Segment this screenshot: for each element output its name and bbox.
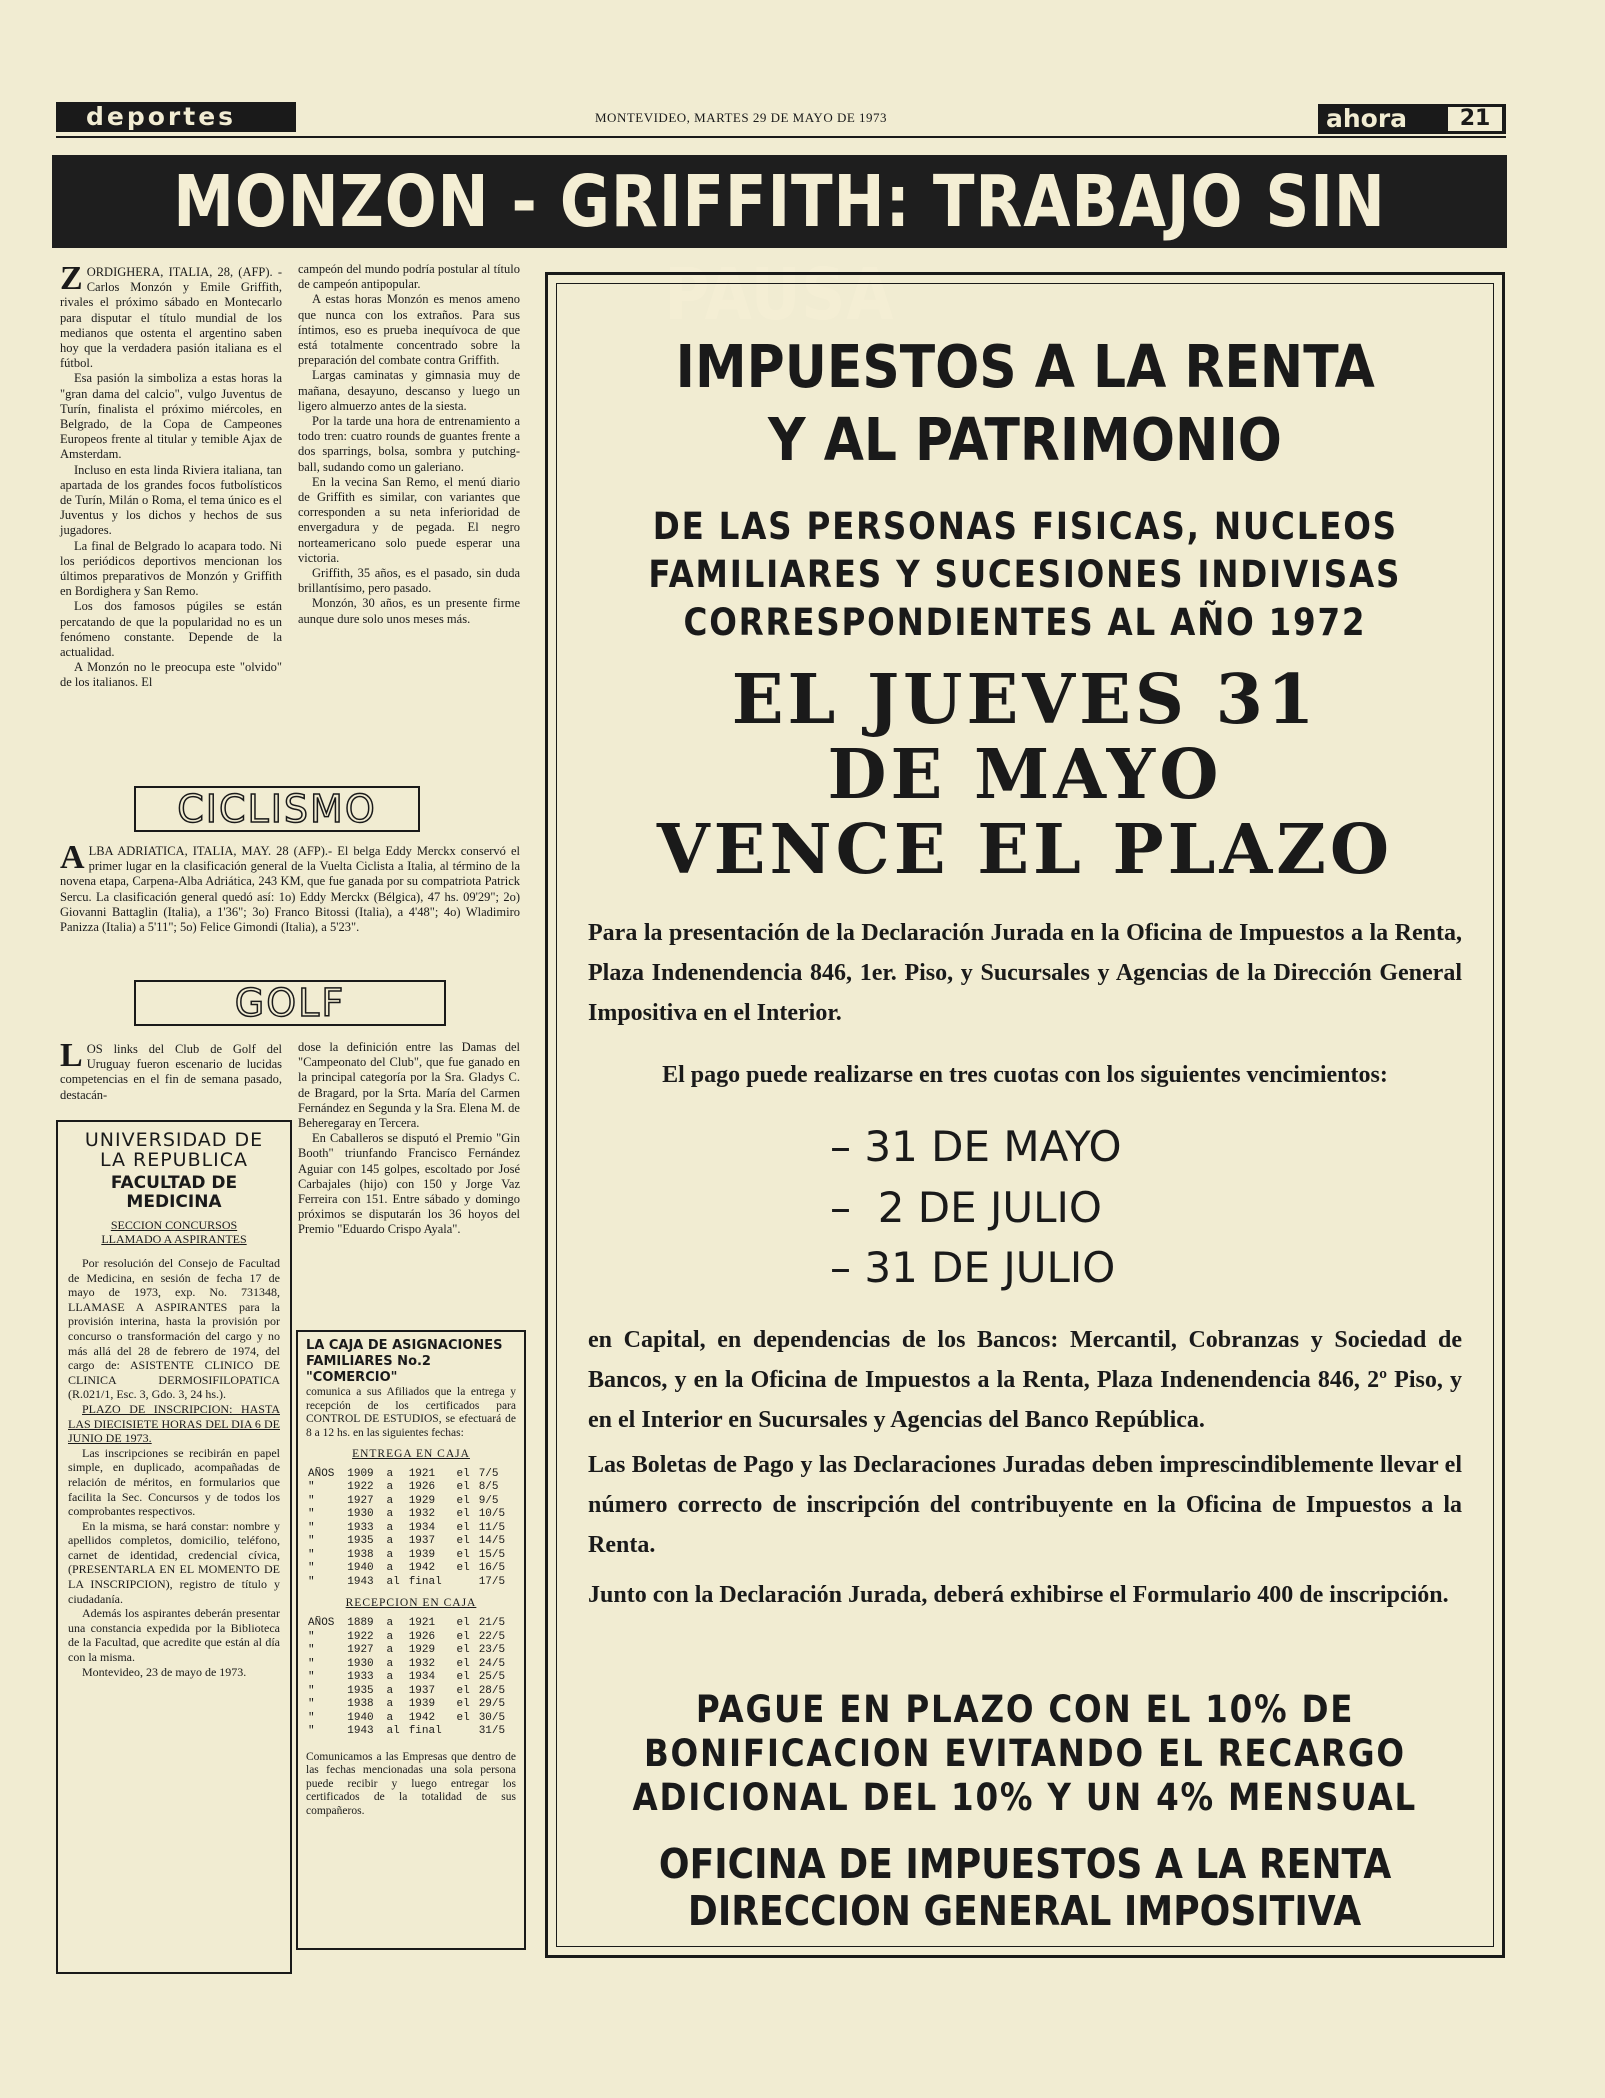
newspaper-logo bbox=[1318, 104, 1506, 134]
table-cell: 1933 bbox=[347, 1521, 374, 1534]
newspaper-name: ahora bbox=[1326, 104, 1408, 133]
golf-heading bbox=[134, 980, 446, 1026]
table-cell: el bbox=[456, 1684, 470, 1697]
table-cell: 1939 bbox=[408, 1698, 436, 1711]
ad-cta-line: BONIFICACION EVITANDO EL RECARGO bbox=[644, 1732, 1406, 1775]
table-cell: 1942 bbox=[408, 1562, 436, 1575]
cycling-heading bbox=[134, 786, 420, 832]
table-row bbox=[306, 1522, 516, 1536]
university-title bbox=[68, 1130, 280, 1170]
table-cell: el bbox=[456, 1535, 470, 1548]
table-cell: 1922 bbox=[347, 1630, 374, 1643]
ad-paragraph: Para la presentación de la Declaración Jurada en la Oficina de Impuestos a la Renta, Plaza Indenendencia 846, 1er. Piso, y Sucursales y Agencias de la Dirección General Impositiva en el Interior. bbox=[588, 920, 1462, 1026]
table-row bbox=[306, 1576, 516, 1590]
tax-advertisement bbox=[545, 272, 1505, 1958]
university-title-line: LA REPUBLICA bbox=[99, 1149, 249, 1171]
table-row bbox=[306, 1508, 516, 1522]
table-cell: 29/5 bbox=[478, 1698, 506, 1711]
table-row bbox=[306, 1644, 516, 1658]
table-cell: 1926 bbox=[408, 1630, 436, 1643]
section-title bbox=[68, 1218, 280, 1246]
cycling-title: CICLISMO bbox=[177, 787, 377, 831]
table-cell: 1921 bbox=[408, 1617, 436, 1630]
table-row bbox=[306, 1535, 516, 1549]
table-cell: 1933 bbox=[347, 1671, 374, 1684]
table-cell: a bbox=[386, 1711, 394, 1724]
table-row bbox=[306, 1495, 516, 1509]
table-cell: 1943 bbox=[347, 1575, 374, 1588]
table-cell: 1938 bbox=[347, 1548, 374, 1561]
university-title-line: UNIVERSIDAD DE bbox=[84, 1129, 264, 1151]
section-title-line: SECCION CONCURSOS bbox=[110, 1218, 238, 1232]
table-cell: 1935 bbox=[347, 1535, 374, 1548]
ad-title-line: IMPUESTOS A LA RENTA bbox=[675, 332, 1375, 401]
table-cell: 7/5 bbox=[478, 1467, 499, 1480]
dropcap: Z bbox=[60, 260, 83, 297]
recepcion-title: RECEPCION EN CAJA bbox=[345, 1597, 477, 1610]
table-cell bbox=[454, 1576, 476, 1590]
paragraph: Griffith, 35 años, es el pasado, sin duda brillantísimo, pero pasado. bbox=[298, 566, 520, 596]
table-cell: el bbox=[456, 1698, 470, 1711]
main-headline: MONZON - GRIFFITH: TRABAJO SIN PAUSA bbox=[52, 155, 1507, 248]
dateline: MONTEVIDEO, MARTES 29 DE MAYO DE 1973 bbox=[595, 110, 888, 125]
table-cell: 28/5 bbox=[478, 1684, 506, 1697]
table-cell: el bbox=[456, 1617, 470, 1630]
table-cell: " bbox=[308, 1657, 315, 1670]
paragraph: Las inscripciones se recibirán en papel simple, en duplicado, acompañadas de relación de méritos, en formularios que facilita la Sec. Concursos y de todos los comprobantes respectivos. bbox=[68, 1445, 280, 1519]
table-cell: 25/5 bbox=[478, 1671, 506, 1684]
table-cell: " bbox=[308, 1725, 315, 1738]
faculty-title-line: MEDICINA bbox=[126, 1192, 222, 1212]
table-cell: " bbox=[308, 1494, 315, 1507]
table-cell: 1937 bbox=[408, 1535, 436, 1548]
table-cell: " bbox=[308, 1698, 315, 1711]
table-cell: a bbox=[386, 1644, 394, 1657]
table-row bbox=[306, 1468, 516, 1482]
paragraph: Por resolución del Consejo de Facultad de Medicina, en sesión de fecha 17 de mayo de 1973, exp. No. 731348, LLAMASE A ASPIRANTES para la provisión interina, hasta la provisión por concurso o transformación del cargo y no más allá del 28 de febrero de 1974, del cargo de: ASISTENTE CLINICO DE CLINICA DERMOSIFILOPATICA (R.021/1, Esc. 3, Gdo. 3, 24 hs.). bbox=[68, 1256, 280, 1402]
ad-signoff-line: DIRECCION GENERAL IMPOSITIVA bbox=[688, 1887, 1362, 1935]
table-cell: el bbox=[456, 1711, 470, 1724]
table-cell: 15/5 bbox=[478, 1548, 506, 1561]
table-cell: " bbox=[308, 1684, 315, 1697]
caja-notice bbox=[296, 1330, 526, 1950]
golf-article-col2 bbox=[298, 1040, 520, 1320]
ad-cta-line: ADICIONAL DEL 10% Y UN 4% MENSUAL bbox=[632, 1776, 1418, 1819]
table-cell: 31/5 bbox=[478, 1725, 506, 1738]
table-cell: 14/5 bbox=[478, 1535, 506, 1548]
table-row bbox=[306, 1562, 516, 1576]
ad-subtitle-line: CORRESPONDIENTES AL AÑO 1972 bbox=[683, 601, 1367, 644]
entrega-table bbox=[306, 1468, 516, 1590]
table-cell: 1939 bbox=[408, 1548, 436, 1561]
table-cell: 1926 bbox=[408, 1481, 436, 1494]
table-cell: 11/5 bbox=[478, 1521, 506, 1534]
paragraph: Monzón, 30 años, es un presente firme aunque dure solo unos meses más. bbox=[298, 596, 520, 626]
faculty-title bbox=[68, 1174, 280, 1212]
table-cell: " bbox=[308, 1481, 315, 1494]
table-cell: 1927 bbox=[347, 1644, 374, 1657]
table-cell: 17/5 bbox=[478, 1575, 506, 1588]
table-cell: 8/5 bbox=[478, 1481, 499, 1494]
table-row bbox=[306, 1549, 516, 1563]
table-cell: 1909 bbox=[347, 1467, 374, 1480]
ad-due-date: – 31 DE JULIO bbox=[830, 1243, 1116, 1292]
table-cell: a bbox=[386, 1562, 394, 1575]
table-row bbox=[306, 1685, 516, 1699]
table-cell: a bbox=[386, 1508, 394, 1521]
paragraph: Incluso en esta linda Riviera italiana, tan apartada de los grandes focos futbolísticos de Turín, Milán o Roma, el tema único es el Juventus y los dichos y hechos de sus jugadores. bbox=[60, 462, 282, 538]
table-cell: el bbox=[456, 1508, 470, 1521]
table-cell: 1934 bbox=[408, 1671, 436, 1684]
table-cell: " bbox=[308, 1575, 315, 1588]
table-cell: el bbox=[456, 1630, 470, 1643]
table-cell: a bbox=[386, 1521, 394, 1534]
table-cell: 1929 bbox=[408, 1494, 436, 1507]
university-body bbox=[68, 1256, 280, 1679]
section-label: deportes bbox=[56, 102, 296, 132]
paragraph: campeón del mundo podría postular al título de campeón antipopular. bbox=[298, 262, 520, 292]
table-cell: 1929 bbox=[408, 1644, 436, 1657]
table-cell: 1940 bbox=[347, 1711, 374, 1724]
table-cell: " bbox=[308, 1630, 315, 1643]
paragraph: Además los aspirantes deberán presentar una constancia expedida por la Biblioteca de la Facultad, que acredite que están al día con la misma. bbox=[68, 1606, 280, 1665]
table-cell: 1942 bbox=[408, 1711, 436, 1724]
ad-due-date: – 31 DE MAYO bbox=[830, 1122, 1122, 1171]
dropcap: L bbox=[60, 1037, 83, 1074]
ad-paragraph: Las Boletas de Pago y las Declaraciones Juradas deben imprescindiblemente llevar el número correcto de inscripción del contribuyente en la Oficina de Impuestos a la Renta. bbox=[588, 1452, 1462, 1558]
table-cell: a bbox=[386, 1657, 394, 1670]
golf-title: GOLF bbox=[234, 981, 346, 1025]
paragraph: OS links del Club de Golf del Uruguay fueron escenario de lucidas competencias en el fin de semana pasado, destacán- bbox=[60, 1042, 282, 1102]
paragraph: Los dos famosos púgiles se están percatando de que la popularidad no es un fenómeno constante. Depende de la actualidad. bbox=[60, 599, 282, 660]
boxing-article-col2 bbox=[298, 262, 520, 772]
golf-article-col1 bbox=[60, 1037, 282, 1112]
table-cell: " bbox=[308, 1521, 315, 1534]
table-row bbox=[306, 1725, 516, 1739]
table-row bbox=[306, 1712, 516, 1726]
table-cell: 30/5 bbox=[478, 1711, 506, 1724]
paragraph: PLAZO DE INSCRIPCION: HASTA LAS DIECISIETE HORAS DEL DIA 6 DE JUNIO DE 1973. bbox=[68, 1401, 280, 1446]
ad-title-line: Y AL PATRIMONIO bbox=[768, 405, 1282, 474]
table-cell: el bbox=[456, 1562, 470, 1575]
ad-deadline-line: EL JUEVES 31 bbox=[731, 660, 1319, 740]
paragraph: En la vecina San Remo, el menú diario de Griffith es similar, con variantes que corresponden a su neta inferioridad de envergadura y de pegada. El negro norteamericano solo puede esperar una victoria. bbox=[298, 474, 520, 565]
paragraph: LBA ADRIATICA, ITALIA, MAY. 28 (AFP).- El belga Eddy Merckx conservó el primer lugar en la clasificación general de la Vuelta Ciclista a Italia, al término de la novena etapa, Carpena-Alba Adriática, 243 KM, que fue ganada por su compatriota Patrick Sercu. La clasificación general quedó así: 1o) Eddy Merckx (Bélgica), 47 hs. 09'29"; 2o) Giovanni Battaglin (Italia), a 1'36"; 3o) Franco Bitossi (Italia), a 4'48"; 4o) Wladimiro Panizza (Italia) a 5'11"; 5o) Felice Gimondi (Italia), a 5'23". bbox=[60, 844, 520, 935]
table-cell: a bbox=[386, 1617, 394, 1630]
caja-footer: Comunicamos a las Empresas que dentro de las fechas mencionadas una sola persona puede recibir y luego entregar los certificados de la totalidad de sus compañeros. bbox=[306, 1750, 516, 1817]
table-cell: el bbox=[456, 1671, 470, 1684]
table-cell: " bbox=[308, 1562, 315, 1575]
table-cell: 9/5 bbox=[478, 1494, 499, 1507]
table-cell: 1932 bbox=[408, 1657, 436, 1670]
recepcion-table bbox=[306, 1617, 516, 1739]
page-number: 21 bbox=[1448, 107, 1502, 131]
paragraph: Montevideo, 23 de mayo de 1973. bbox=[82, 1664, 247, 1679]
table-cell: 1889 bbox=[347, 1617, 374, 1630]
table-cell bbox=[454, 1725, 476, 1739]
header-rule bbox=[56, 136, 1506, 138]
table-cell: 1927 bbox=[347, 1494, 374, 1507]
table-cell: al bbox=[386, 1575, 400, 1588]
faculty-title-line: FACULTAD DE bbox=[110, 1173, 238, 1193]
table-cell: el bbox=[456, 1548, 470, 1561]
ad-deadline-line: DE MAYO bbox=[827, 735, 1223, 815]
table-cell: 16/5 bbox=[478, 1562, 506, 1575]
paragraph: La final de Belgrado lo acapara todo. Ni los periódicos deportivos mencionan los últimos preparativos de Monzón y Griffith en Bordighera y San Remo. bbox=[60, 538, 282, 599]
table-cell: al bbox=[386, 1725, 400, 1738]
table-cell: el bbox=[456, 1494, 470, 1507]
table-cell: 1943 bbox=[347, 1725, 374, 1738]
table-cell: " bbox=[308, 1548, 315, 1561]
table-row bbox=[306, 1481, 516, 1495]
paragraph: A Monzón no le preocupa este "olvido" de los italianos. El bbox=[60, 660, 282, 690]
table-row bbox=[306, 1658, 516, 1672]
paragraph: En Caballeros se disputó el Premio "Gin Booth" triunfando Francisco Fernández Aguiar con 145 golpes, escoltado por José Carbajales (hijo) con 150 y Jorge Vaz Ferreira con 151. Entre sábado y domingo próximos se disputarán los 36 hoyos del Premio "Eduardo Crispo Ayala". bbox=[298, 1131, 520, 1237]
caja-title-line: LA CAJA DE ASIGNACIONES bbox=[306, 1338, 503, 1353]
table-row bbox=[306, 1671, 516, 1685]
table-cell: el bbox=[456, 1481, 470, 1494]
paragraph: dose la definición entre las Damas del "Campeonato del Club", que fue ganado en la principal categoría por la Sra. Gladys C. de Bragard, por la Srta. María del Carmen Fernández en Segunda y la Sra. Elena M. de Beheregaray en Tercera. bbox=[298, 1040, 520, 1131]
table-cell: a bbox=[386, 1698, 394, 1711]
table-cell: a bbox=[386, 1481, 394, 1494]
table-cell: AÑOS bbox=[308, 1467, 335, 1480]
table-cell: " bbox=[308, 1671, 315, 1684]
table-cell: 1938 bbox=[347, 1698, 374, 1711]
table-cell: final bbox=[408, 1725, 442, 1738]
table-row bbox=[306, 1698, 516, 1712]
table-cell: final bbox=[408, 1575, 442, 1588]
paragraph: ORDIGHERA, ITALIA, 28, (AFP). - Carlos Monzón y Emile Griffith, rivales el próximo sábado en Montecarlo para disputar el título mundial de los medianos que ostenta el argentino saben hoy que la verdadera pasión italiana es el fútbol. bbox=[60, 265, 282, 371]
ad-subtitle-line: DE LAS PERSONAS FISICAS, NUCLEOS bbox=[652, 505, 1398, 548]
table-cell: 1932 bbox=[408, 1508, 436, 1521]
table-cell: 1935 bbox=[347, 1684, 374, 1697]
paragraph: Por la tarde una hora de entrenamiento a todo tren: cuatro rounds de guantes frente a dos sparrings, bolsa, sombra y putching-ball, sudando como un galeriano. bbox=[298, 414, 520, 474]
table-cell: " bbox=[308, 1711, 315, 1724]
ad-cta-line: PAGUE EN PLAZO CON EL 10% DE bbox=[695, 1688, 1355, 1731]
table-cell: a bbox=[386, 1535, 394, 1548]
table-cell: a bbox=[386, 1548, 394, 1561]
university-notice bbox=[56, 1120, 292, 1974]
table-row bbox=[306, 1631, 516, 1645]
table-cell: a bbox=[386, 1684, 394, 1697]
table-cell: 1934 bbox=[408, 1521, 436, 1534]
caja-intro: comunica a sus Afiliados que la entrega y recepción de los certificados para CONTROL DE ESTUDIOS, se efectuará de 8 a 12 hs. en las siguientes fechas: bbox=[306, 1386, 516, 1439]
ad-deadline-line: VENCE EL PLAZO bbox=[656, 810, 1394, 890]
table-cell: " bbox=[308, 1508, 315, 1521]
table-cell: a bbox=[386, 1630, 394, 1643]
caja-title bbox=[306, 1338, 516, 1386]
table-cell: 10/5 bbox=[478, 1508, 506, 1521]
table-cell: 1921 bbox=[408, 1467, 436, 1480]
table-cell: el bbox=[456, 1644, 470, 1657]
table-cell: AÑOS bbox=[308, 1617, 335, 1630]
table-cell: 22/5 bbox=[478, 1630, 506, 1643]
cycling-article bbox=[60, 839, 520, 964]
table-cell: 1940 bbox=[347, 1562, 374, 1575]
ad-signoff-line: OFICINA DE IMPUESTOS A LA RENTA bbox=[658, 1840, 1392, 1888]
section-title-line: LLAMADO A ASPIRANTES bbox=[101, 1232, 247, 1246]
table-cell: 24/5 bbox=[478, 1657, 506, 1670]
table-cell: 1937 bbox=[408, 1684, 436, 1697]
table-cell: 21/5 bbox=[478, 1617, 506, 1630]
table-cell: 1922 bbox=[347, 1481, 374, 1494]
ad-paragraph: en Capital, en dependencias de los Bancos: Mercantil, Cobranzas y Sociedad de Bancos, y en la Oficina de Impuestos a la Renta, Plaza Indenendencia 846, 2º Piso, y en el Interior en Sucursales y Agencias del Banco República. bbox=[588, 1327, 1462, 1433]
dropcap: A bbox=[60, 839, 85, 876]
paragraph: Esa pasión la simboliza a estas horas la "gran dama del calcio", vulgo Juventus de Turín, finalista el próximo miércoles, en Belgrado, de la Copa de Campeones Europeos frente al titular y temible Ajax de Amsterdam. bbox=[60, 371, 282, 462]
table-cell: el bbox=[456, 1521, 470, 1534]
table-cell: a bbox=[386, 1467, 394, 1480]
caja-title-line: FAMILIARES No.2 "COMERCIO" bbox=[306, 1354, 431, 1385]
table-cell: 1930 bbox=[347, 1508, 374, 1521]
table-cell: a bbox=[386, 1671, 394, 1684]
entrega-title: ENTREGA EN CAJA bbox=[352, 1448, 470, 1461]
table-cell: " bbox=[308, 1535, 315, 1548]
table-cell: el bbox=[456, 1467, 470, 1480]
table-cell: 1930 bbox=[347, 1657, 374, 1670]
table-cell: a bbox=[386, 1494, 394, 1507]
ad-subtitle-line: FAMILIARES Y SUCESIONES INDIVISAS bbox=[648, 553, 1402, 596]
table-cell: el bbox=[456, 1657, 470, 1670]
ad-paragraph: Junto con la Declaración Jurada, deberá exhibirse el Formulario 400 de inscripción. bbox=[588, 1582, 1449, 1608]
ad-paragraph: El pago puede realizarse en tres cuotas con los siguientes vencimientos: bbox=[662, 1062, 1388, 1088]
table-cell: " bbox=[308, 1644, 315, 1657]
paragraph: A estas horas Monzón es menos ameno que nunca con los extraños. Para sus íntimos, eso es prueba inequívoca de que está totalmente concentrado sobre la preparación del combate contra Griffith. bbox=[298, 292, 520, 368]
paragraph: Largas caminatas y gimnasia muy de mañana, desayuno, descanso y luego un ligero almuerzo antes de la siesta. bbox=[298, 368, 520, 413]
boxing-article-col1 bbox=[60, 260, 282, 765]
ad-due-date: – 2 DE JULIO bbox=[830, 1183, 1102, 1232]
table-cell: 23/5 bbox=[478, 1644, 506, 1657]
table-row bbox=[306, 1617, 516, 1631]
paragraph: En la misma, se hará constar: nombre y apellidos completos, domicilio, teléfono, carnet de identidad, credencial cívica, (PRESENTARLA EN EL MOMENTO DE LA INSCRIPCION), registro de título y ciudadanía. bbox=[68, 1518, 280, 1606]
